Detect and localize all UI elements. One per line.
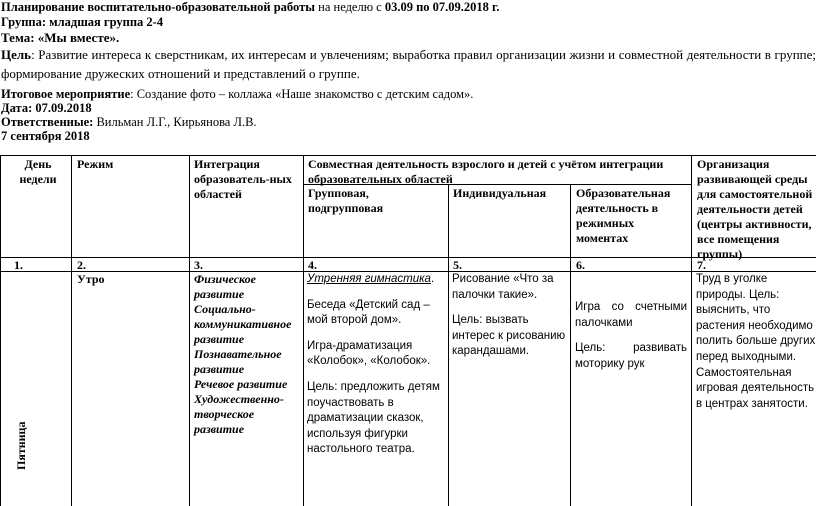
group-line: Группа: младшая группа 2-4 <box>1 15 164 29</box>
header-environment: Организация развивающей среды для самостоятельной деятельности детей (центры активности, все помещения группы) <box>697 157 813 261</box>
responsible-line: Ответственные: Вильман Л.Г., Кирьянова Л.В. <box>1 115 257 129</box>
group-game: Игра-драматизация «Колобок», «Колобок». <box>307 339 431 368</box>
header-joint-activity: Совместная деятельность взрослого и детей с учётом интеграции образовательных областей <box>308 157 664 186</box>
group-talk: Беседа «Детский сад – мой второй дом». <box>307 298 430 327</box>
group-goal: Цель: предложить детям поучаствовать в драматизации сказок, используя фигурки настольного театра. <box>307 380 440 456</box>
col-number-2: 2. <box>77 258 86 272</box>
date-line: Дата: 07.09.2018 <box>1 101 92 115</box>
col-number-4: 4. <box>308 258 317 272</box>
individual-goal: Цель: вызвать интерес к рисованию карандашами. <box>452 314 566 358</box>
group-morning-exercise: Утренняя гимнастика. <box>307 273 435 285</box>
individual-activity-cell <box>452 272 568 360</box>
day-label-vertical: Пятница <box>14 421 28 470</box>
regime-morning: Утро <box>77 272 105 286</box>
header-regime-moments: Образовательная деятельность в режимных моментах <box>576 186 671 245</box>
area-cognitive: Познавательное развитие <box>194 347 282 376</box>
group-activity-cell <box>307 272 447 458</box>
col-number-7: 7. <box>697 258 706 272</box>
area-physical: Физическое развитие <box>194 272 256 301</box>
goal-paragraph: Цель: Развитие интереса к сверстникам, их интересам и увлечениям; выработка правил организации жизни и совместной деятельности в группе; формирование дружеских отношений и представлений о группе. <box>1 47 816 81</box>
col-number-1: 1. <box>14 258 23 272</box>
individual-drawing: Рисование «Что за палочки такие». <box>452 273 554 301</box>
header-day: День недели <box>19 157 57 186</box>
moments-goal: Цель: развивать моторику рук <box>575 342 687 370</box>
area-speech: Речевое развитие <box>194 377 288 391</box>
regime-moments-cell <box>575 300 687 372</box>
day-date-line: 7 сентября 2018 <box>1 129 90 143</box>
header-integration: Интеграция образователь-ных областей <box>194 157 292 201</box>
integration-areas <box>194 272 300 437</box>
area-art: Художественно-творческое развитие <box>194 392 284 436</box>
header-regime: Режим <box>77 157 114 171</box>
theme-line: Тема: «Мы вместе». <box>1 30 120 45</box>
header-group: Групповая, подгрупповая <box>308 186 384 215</box>
col-number-3: 3. <box>194 258 203 272</box>
environment-cell: Труд в уголке природы. Цель: выяснить, что растения необходимо полить больше других перед выходными. Самостоятельная игровая деятельность в центрах занятости. <box>696 273 816 410</box>
header-individual: Индивидуальная <box>453 186 547 200</box>
moments-game: Игра со счетными палочками <box>575 301 687 329</box>
col-number-5: 5. <box>453 258 462 272</box>
area-social: Социально-коммуникативное развитие <box>194 302 292 346</box>
col-number-6: 6. <box>576 258 585 272</box>
plan-title: Планирование воспитательно-образовательной работы на неделю с 03.09 по 07.09.2018 г. <box>1 0 500 14</box>
final-event-line: Итоговое мероприятие: Создание фото – коллажа «Наше знакомство с детским садом». <box>1 87 474 101</box>
